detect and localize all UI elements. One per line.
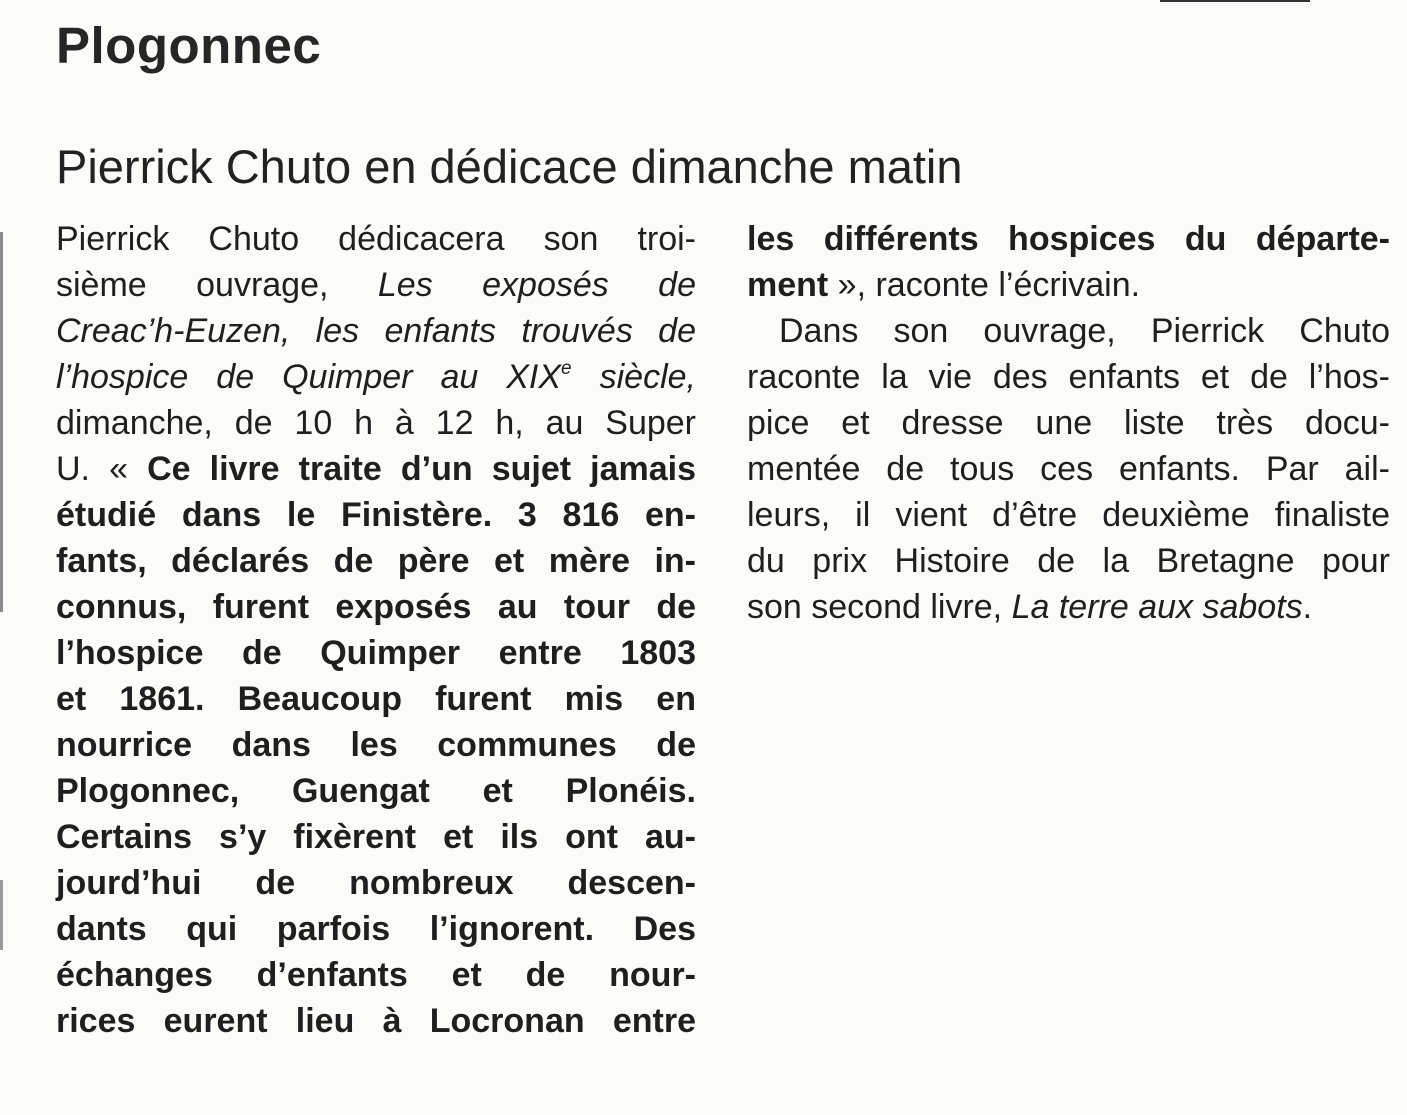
- text-line: [747, 584, 1390, 630]
- text-run: les différents hospices du départe-: [747, 220, 1390, 258]
- text-run: fants, déclarés de père et mère in-: [56, 542, 696, 580]
- left-scan-edge: [0, 880, 3, 950]
- text-line: [56, 814, 696, 860]
- text-run: rices eurent lieu à Locronan entre: [56, 1002, 696, 1040]
- text-line: [56, 630, 696, 676]
- article-column-right: [747, 216, 1390, 630]
- text-line: [56, 906, 696, 952]
- text-line: [747, 492, 1390, 538]
- text-run: Ce livre traite d’un sujet jamais: [147, 450, 696, 488]
- text-run: dimanche, de 10 h à 12 h, au Super: [56, 404, 696, 442]
- text-line: [747, 354, 1390, 400]
- text-run: nourrice dans les communes de: [56, 726, 696, 764]
- text-line: [747, 400, 1390, 446]
- text-run: siècle,: [571, 358, 696, 396]
- section-title: Plogonnec: [56, 17, 322, 74]
- text-run: raconte la vie des enfants et de l’hos-: [747, 358, 1390, 396]
- text-run: et 1861. Beaucoup furent mis en: [56, 680, 696, 718]
- text-line: [56, 216, 696, 262]
- text-run: .: [1302, 588, 1313, 626]
- text-run: mentée de tous ces enfants. Par ail-: [747, 450, 1390, 488]
- text-line: [56, 952, 696, 998]
- text-line: [56, 538, 696, 584]
- article-headline: Pierrick Chuto en dédicace dimanche matin: [56, 140, 963, 193]
- text-line: [747, 538, 1390, 584]
- text-run: Les exposés de: [377, 266, 697, 304]
- text-run: », raconte l’écrivain.: [828, 266, 1141, 304]
- text-run: étudié dans le Finistère. 3 816 en-: [56, 496, 696, 534]
- text-run: Plogonnec, Guengat et Plonéis.: [56, 772, 696, 810]
- text-run: sième ouvrage,: [56, 266, 378, 304]
- text-run: pice et dresse une liste très docu-: [747, 404, 1390, 442]
- top-rule: [1160, 0, 1310, 2]
- text-run: du prix Histoire de la Bretagne pour: [747, 542, 1390, 580]
- text-line: [56, 446, 696, 492]
- text-run: dants qui parfois l’ignorent. Des: [56, 910, 696, 948]
- text-run: l’hospice de Quimper au XIX: [56, 358, 562, 396]
- article-column-left: [56, 216, 696, 1044]
- text-run: Dans son ouvrage, Pierrick Chuto: [779, 312, 1390, 350]
- text-run: leurs, il vient d’être deuxième finaliste: [747, 496, 1390, 534]
- text-line: [56, 308, 696, 354]
- text-line: [56, 998, 696, 1044]
- text-run: jourd’hui de nombreux descen-: [56, 864, 696, 902]
- text-run: connus, furent exposés au tour de: [56, 588, 696, 626]
- left-scan-edge: [0, 232, 3, 612]
- text-run: l’hospice de Quimper entre 1803: [56, 634, 696, 672]
- text-line: [56, 492, 696, 538]
- text-line: [56, 584, 696, 630]
- text-run: son second livre,: [747, 588, 1012, 626]
- text-run: La terre aux sabots: [1011, 588, 1303, 626]
- text-run: Certains s’y fixèrent et ils ont au-: [56, 818, 696, 856]
- text-line: [747, 308, 1390, 354]
- text-run: Creac’h-Euzen, les enfants trouvés de: [56, 312, 696, 350]
- text-line: [56, 676, 696, 722]
- text-line: [56, 354, 696, 400]
- text-run: échanges d’enfants et de nour-: [56, 956, 696, 994]
- text-line: [56, 860, 696, 906]
- text-line: [747, 446, 1390, 492]
- text-line: [56, 768, 696, 814]
- text-line: [56, 262, 696, 308]
- text-line: [747, 262, 1390, 308]
- text-line: [747, 216, 1390, 262]
- text-run: Pierrick Chuto dédicacera son troi-: [56, 220, 696, 258]
- text-run: U. «: [56, 450, 148, 488]
- text-run: e: [561, 358, 572, 379]
- text-line: [56, 400, 696, 446]
- text-run: ment: [747, 266, 829, 304]
- text-line: [56, 722, 696, 768]
